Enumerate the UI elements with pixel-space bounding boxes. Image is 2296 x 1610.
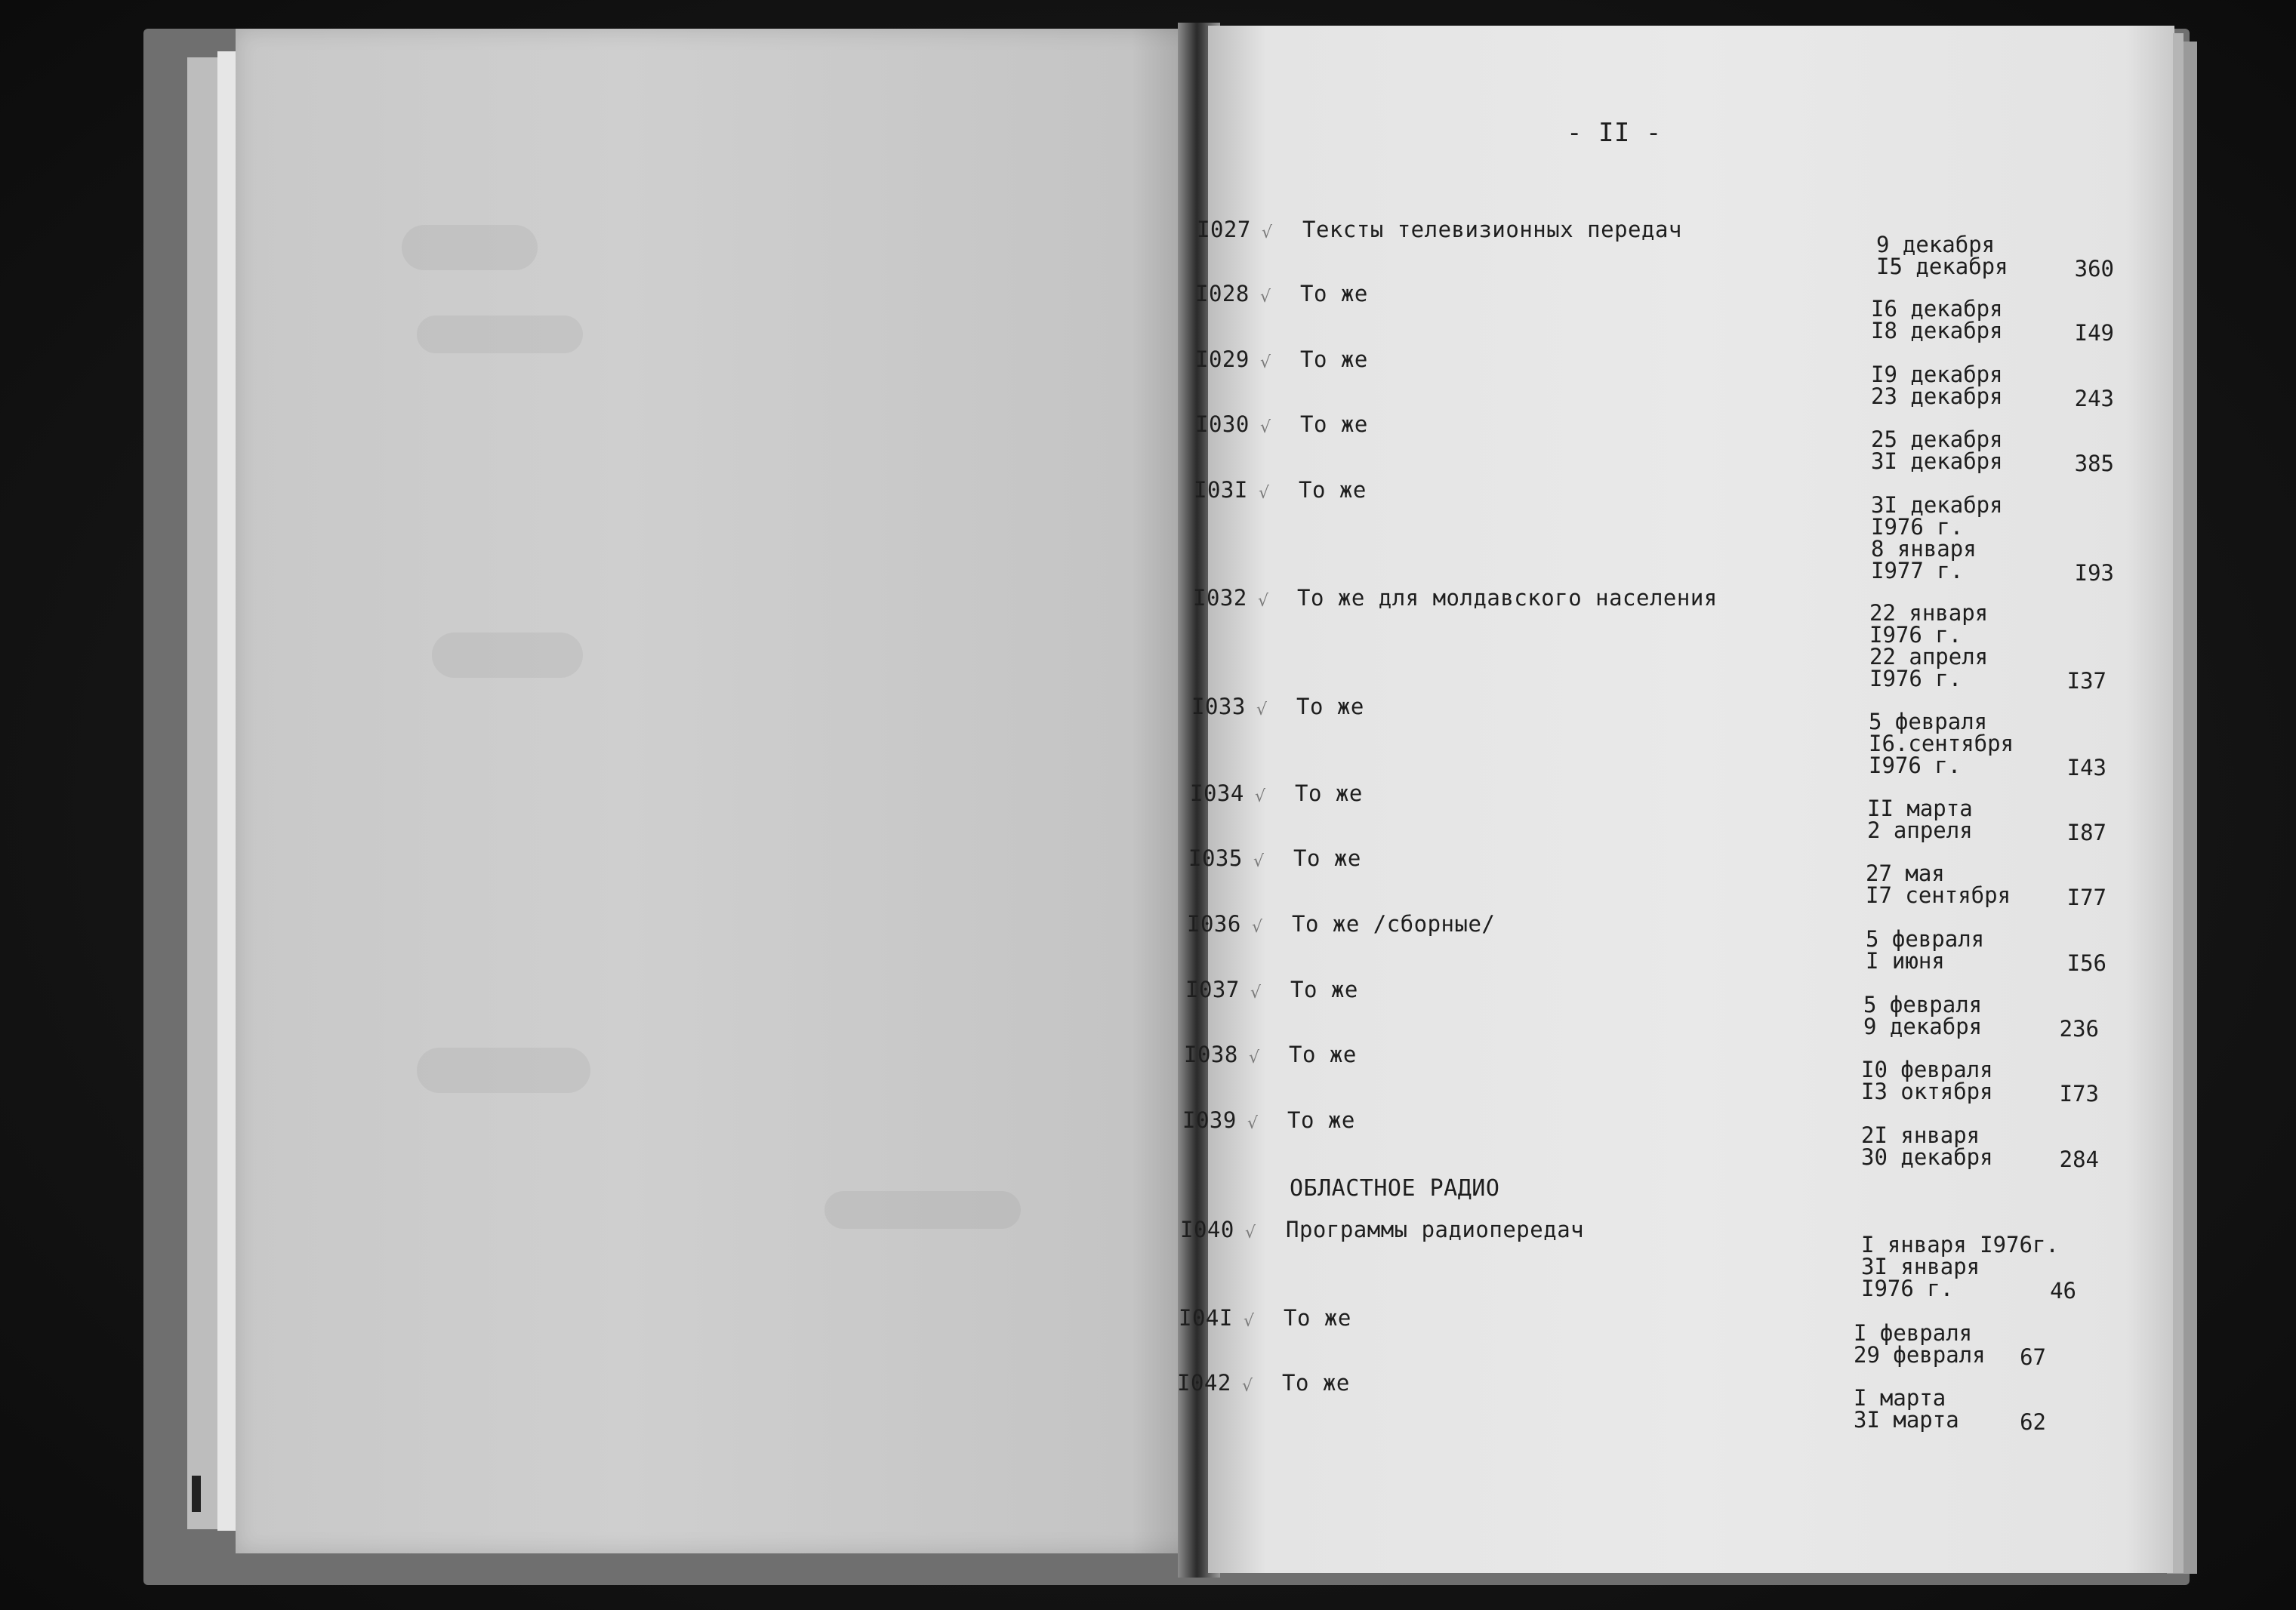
entry-sheet-count: 67 <box>2020 1344 2046 1370</box>
entry-dates <box>1871 364 2003 408</box>
date-line: I июня <box>1866 948 1945 974</box>
date-line: 8 января <box>1871 536 1977 562</box>
date-line: I марта <box>1854 1385 1946 1411</box>
check-mark-icon: √ <box>1262 223 1273 242</box>
date-line: I7 сентября <box>1866 882 2011 908</box>
entry-title: То же <box>1290 977 1358 1002</box>
date-line: 22 апреля <box>1869 644 1989 670</box>
entry-title: То же для молдавского населения <box>1297 585 1718 611</box>
entry-title: То же <box>1284 1305 1351 1331</box>
check-mark-icon: √ <box>1260 418 1271 437</box>
entry-title: То же <box>1287 1107 1355 1133</box>
entry-dates <box>1861 1059 1993 1103</box>
bookmark-ribbon <box>192 1476 201 1512</box>
entry-number: I03I <box>1194 477 1248 503</box>
check-mark-icon: √ <box>1258 592 1269 611</box>
entry-number: I033 <box>1191 694 1246 719</box>
date-line: 2I января <box>1861 1122 1980 1148</box>
entry-number: I042 <box>1177 1370 1231 1396</box>
entry-sheet-count: 236 <box>2059 1016 2099 1042</box>
date-line: I3 октября <box>1861 1079 1993 1104</box>
entry-number: I032 <box>1193 585 1247 611</box>
entry-dates <box>1866 928 1984 972</box>
check-mark-icon: √ <box>1260 353 1271 372</box>
entry-title: Программы радиопередач <box>1286 1217 1585 1242</box>
entry-number: I037 <box>1185 977 1240 1002</box>
date-line: I976 г. <box>1869 622 1962 648</box>
entry-sheet-count: I43 <box>2066 755 2106 780</box>
entry-sheet-count: I77 <box>2066 885 2106 910</box>
entry-number: I029 <box>1195 346 1250 372</box>
entry-sheet-count: I73 <box>2059 1081 2099 1107</box>
entry-dates <box>1867 798 1973 842</box>
date-line: 30 декабря <box>1861 1144 1993 1170</box>
date-line: I февраля <box>1854 1320 1973 1346</box>
check-mark-icon: √ <box>1242 1377 1253 1396</box>
entry-title: То же <box>1289 1042 1357 1067</box>
date-line: II марта <box>1867 796 1973 821</box>
check-mark-icon: √ <box>1255 787 1266 806</box>
entry-dates <box>1876 234 2008 278</box>
date-line: I976 г. <box>1871 514 1964 540</box>
entry-dates <box>1871 298 2003 342</box>
entry-number: I036 <box>1187 911 1241 937</box>
date-line: I976 г. <box>1861 1276 1954 1301</box>
entry-title: То же <box>1300 281 1368 306</box>
entry-title: То же <box>1300 411 1368 437</box>
date-line: 3I января <box>1861 1254 1980 1279</box>
entry-number: I027 <box>1197 217 1251 242</box>
entry-title: То же <box>1293 845 1361 871</box>
date-line: 3I марта <box>1854 1407 1959 1433</box>
entry-number: I034 <box>1190 780 1244 806</box>
entry-dates <box>1863 994 1982 1038</box>
entry-sheet-count: 360 <box>2074 256 2114 282</box>
date-line: 3I декабря <box>1871 448 2003 474</box>
check-mark-icon: √ <box>1260 288 1271 306</box>
date-line: 9 декабря <box>1876 232 1996 257</box>
entry-dates <box>1854 1322 1986 1366</box>
date-line: 27 мая <box>1866 860 1945 886</box>
date-line: 23 декабря <box>1871 383 2003 409</box>
entry-number: I04I <box>1179 1305 1233 1331</box>
date-line: 25 декабря <box>1871 426 2003 452</box>
entry-sheet-count: 284 <box>2059 1147 2099 1172</box>
entry-sheet-count: 46 <box>2050 1278 2076 1304</box>
date-line: 5 февраля <box>1869 709 1988 734</box>
date-line: 3I декабря <box>1871 492 2003 518</box>
entry-number: I039 <box>1182 1107 1237 1133</box>
entry-sheet-count: 62 <box>2020 1409 2046 1435</box>
entry-dates <box>1854 1387 1959 1431</box>
date-line: I977 г. <box>1871 558 1964 583</box>
entry-title: То же <box>1282 1370 1350 1396</box>
date-line: I8 декабря <box>1871 318 2003 343</box>
date-line: 5 февраля <box>1863 992 1983 1017</box>
entry-sheet-count: I93 <box>2074 560 2114 586</box>
date-line: 29 февраля <box>1854 1342 1986 1368</box>
entry-dates <box>1871 494 2003 582</box>
page-number: - II - <box>1567 118 1662 148</box>
entry-dates <box>1871 426 2003 474</box>
entry-dates <box>1869 711 2014 777</box>
date-line: 9 декабря <box>1863 1014 1983 1039</box>
date-line: I6.сентября <box>1869 731 2014 756</box>
entry-dates <box>1861 1122 1993 1170</box>
check-mark-icon: √ <box>1256 700 1268 719</box>
entry-title: То же <box>1299 477 1367 503</box>
date-line: 22 января <box>1869 600 1989 626</box>
entry-sheet-count: I87 <box>2066 820 2106 845</box>
entry-sheet-count: 385 <box>2074 451 2114 476</box>
date-line: I976 г. <box>1869 666 1962 691</box>
entry-title: То же <box>1295 780 1363 806</box>
check-mark-icon: √ <box>1249 1048 1260 1067</box>
date-line: I976 г. <box>1869 753 1962 778</box>
entry-dates <box>1869 602 1988 690</box>
check-mark-icon: √ <box>1245 1224 1256 1242</box>
entry-title: То же <box>1300 346 1368 372</box>
date-line: 5 февраля <box>1866 926 1985 952</box>
entry-number: I028 <box>1195 281 1250 306</box>
date-line: I5 декабря <box>1876 254 2008 279</box>
date-line: I6 декабря <box>1871 296 2003 322</box>
right-page-edge <box>2173 33 2184 1573</box>
entry-number: I038 <box>1184 1042 1238 1067</box>
entry-sheet-count: I37 <box>2066 668 2106 694</box>
entry-title: Тексты телевизионных передач <box>1302 217 1682 242</box>
check-mark-icon: √ <box>1253 852 1265 871</box>
entry-sheet-count: 243 <box>2074 386 2114 411</box>
section-heading: ОБЛАСТНОЕ РАДИО <box>1290 1175 1500 1202</box>
check-mark-icon: √ <box>1244 1312 1255 1331</box>
date-line: I января I976г. <box>1861 1232 2059 1258</box>
date-line: I0 февраля <box>1861 1057 1993 1082</box>
entry-title: То же <box>1296 694 1364 719</box>
date-line: 2 апреля <box>1867 817 1973 843</box>
check-mark-icon: √ <box>1247 1114 1259 1133</box>
entry-sheet-count: I56 <box>2066 950 2106 976</box>
entry-number: I040 <box>1180 1217 1234 1242</box>
left-page <box>236 29 1210 1553</box>
check-mark-icon: √ <box>1259 484 1270 503</box>
entry-dates <box>1866 860 2011 908</box>
check-mark-icon: √ <box>1250 984 1262 1002</box>
check-mark-icon: √ <box>1252 918 1263 937</box>
entry-number: I030 <box>1195 411 1250 437</box>
entry-sheet-count: I49 <box>2074 320 2114 346</box>
entry-title: То же /сборные/ <box>1292 911 1496 937</box>
entry-number: I035 <box>1188 845 1243 871</box>
date-line: I9 декабря <box>1871 362 2003 387</box>
